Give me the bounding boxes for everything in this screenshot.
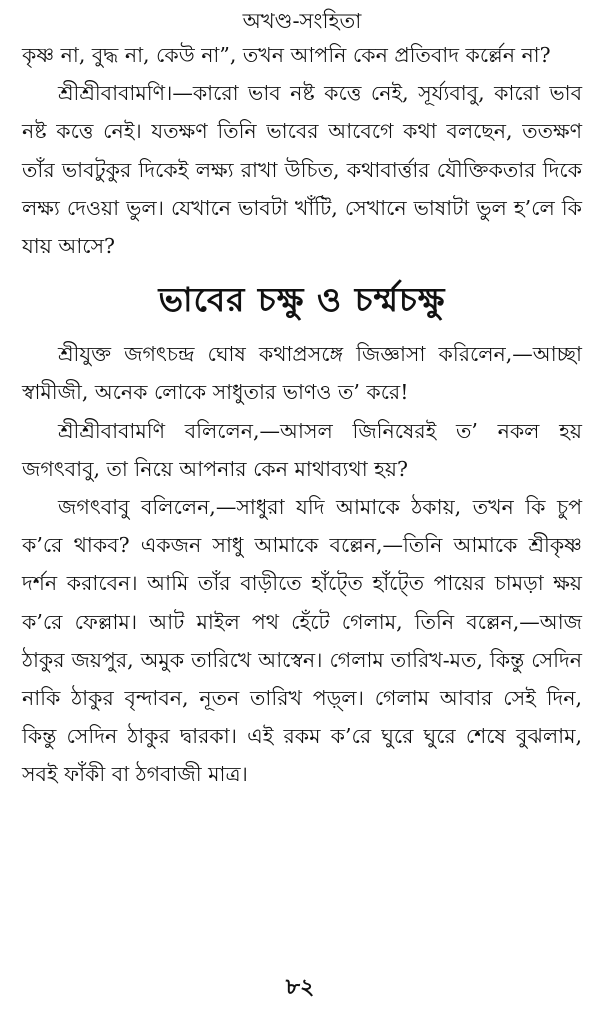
page-number: ৮২: [285, 974, 315, 1000]
running-head: অখণ্ড-সংহিতা: [242, 9, 362, 33]
paragraph: জগৎবাবু বলিলেন,—সাধুরা যদি আমাকে ঠকায়, তখন কি চুপ ক’রে থাকব? একজন সাধু আমাকে বল্লেন,—তিনি আমাকে শ্রীকৃষ্ণ দর্শন করাবেন। আমি তাঁর বাড়ীতে হাঁট্তে হাঁট্তে পায়ের চামড়া ক্ষয় ক’রে ফেল্লাম। আট মাইল পথ হেঁটে গেলাম, তিনি বল্লেন,—আজ ঠাকুর জয়পুর, অমুক তারিখে আস্বেন। গেলাম তারিখ-মত, কিন্তু সেদিন নাকি ঠাকুর বৃন্দাবন, নূতন তারিখ পড়্ল। গেলাম আবার সেই দিন, কিন্তু সেদিন ঠাকুর দ্বারকা। এই রকম ক’রে ঘুরে ঘুরে শেষে বুঝলাম, সবই ফাঁকী বা ঠগবাজী মাত্র।: [22, 495, 582, 787]
paragraph: শ্রীশ্রীবাবামণি।—কারো ভাব নষ্ট কত্তে নেই, সূর্য্যবাবু, কারো ভাব নষ্ট কত্তে নেই। যতক্ষণ তিনি ভাবের আবেগে কথা বলছেন, ততক্ষণ তাঁর ভাবটুকুর দিকেই লক্ষ্য রাখা উচিত, কথাবার্ত্তার যৌক্তিকতার দিকে লক্ষ্য দেওয়া ভুল। যেখানে ভাবটা খাঁটি, সেখানে ভাষাটা ভুল হ’লে কি যায় আসে?: [22, 81, 582, 259]
paragraph: কৃষ্ণ না, বুদ্ধ না, কেউ না”, তখন আপনি কেন প্রতিবাদ কর্ল্লেন না?: [22, 43, 551, 67]
paragraph: শ্রীশ্রীবাবামণি বলিলেন,—আসল জিনিষেরই ত’ নকল হয় জগৎবাবু, তা নিয়ে আপনার কেন মাথাব্যথা হয়?: [22, 418, 582, 481]
section-heading: ভাবের চক্ষু ও চর্ম্মচক্ষু: [158, 280, 446, 320]
paragraph: শ্রীযুক্ত জগৎচন্দ্র ঘোষ কথাপ্রসঙ্গে জিজ্ঞাসা করিলেন,—আচ্ছা স্বামীজী, অনেক লোকে সাধুতার ভাণও ত’ করে!: [22, 342, 582, 405]
text-block-top: [22, 36, 582, 265]
text-block-bottom: [22, 335, 582, 793]
